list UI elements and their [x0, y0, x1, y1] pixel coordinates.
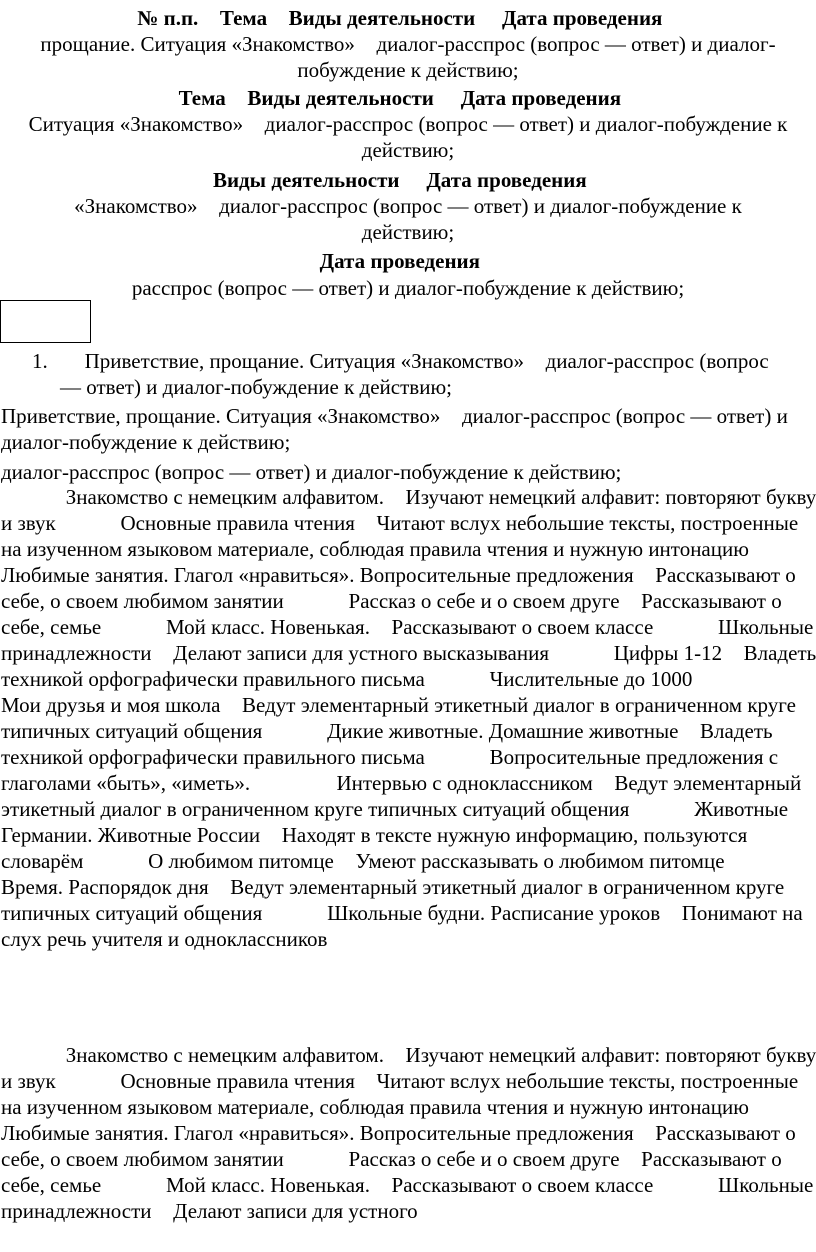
- paragraph-2: диалог-расспрос (вопрос — ответ) и диалог-побуждение к действию;: [1, 460, 622, 484]
- paragraph-1: Приветствие, прощание. Ситуация «Знакомство» диалог-расспрос (вопрос — ответ) и диалог-побуждение к действию;: [1, 404, 772, 454]
- text-block-1: Знакомство с немецким алфавитом. Изучают немецкий алфавит: повторяют букву и звук Основные правила чтения Читают вслух небольшие тексты, построенные на изученном языковом материале, соблюдая правила чтения и нужную интонацию Любимые занятия. Глагол «нравиться». Вопросительные предложения Рассказывают о себе, о своем любимом занятии Рассказ о себе и о своем друге Рассказывают о себе, семье Мой класс. Новенькая. Рассказывают о своем классе Школьные принадлежности Делают записи для устного высказывания Цифры 1-12 Владеть техникой орфографически правильного письма Числительные до 1000 Мои друзья и моя школа Ведут элементарный этикетный диалог в ограниченном круге типичных ситуаций общения Дикие животные. Домашние животные Владеть техникой орфографически правильного письма Вопросительные предложения с глаголами «быть», «иметь». Интервью с одноклассником Ведут элементарный этикетный диалог в ограниченном круге типичных ситуаций общения Животные Германии. Животные России Находят в тексте нужную информацию, пользуются словарём О любимом питомце Умеют рассказывать о любимом питомце Время. Распорядок дня Ведут элементарный этикетный диалог в ограниченном круге типичных ситуаций общения Школьные будни. Расписание уроков Понимают на слух речь учителя и одноклассников: [1, 485, 800, 925]
- section-text-2: Ситуация «Знакомство» диалог-расспрос (вопрос — ответ) и диалог-побуждение к действию;: [36, 112, 780, 162]
- section-header-1: № п.п. Тема Виды деятельности Дата проведения: [172, 6, 644, 30]
- numbered-list-item: [0, 348, 780, 400]
- text-block-2: Знакомство с немецким алфавитом. Изучают немецкий алфавит: повторяют букву и звук Основные правила чтения Читают вслух небольшие тексты, построенные на изученном языковом материале, соблюдая правила чтения и нужную интонацию Любимые занятия. Глагол «нравиться». Вопросительные предложения Рассказывают о себе, о своем любимом занятии Рассказ о себе и о своем друге Рассказывают о себе, семье Мой класс. Новенькая. Рассказывают о своем классе Школьные принадлежности Делают записи для устного: [1, 1043, 800, 1223]
- list-number: 1.: [32, 349, 48, 373]
- list-text: Приветствие, прощание. Ситуация «Знакомство» диалог-расспрос (вопрос — ответ) и диалог-побуждение к действию;: [60, 349, 758, 399]
- section-header-2: Тема Виды деятельности Дата проведения: [205, 86, 611, 110]
- section-text-3: «Знакомство» диалог-расспрос (вопрос — ответ) и диалог-побуждение к действию;: [82, 194, 734, 244]
- section-text-4: расспрос (вопрос — ответ) и диалог-побуждение к действию;: [131, 276, 685, 300]
- section-header-4: Дата проведения: [327, 249, 489, 273]
- empty-box: [0, 300, 91, 343]
- section-header-3: Виды деятельности Дата проведения: [231, 168, 585, 192]
- section-text-1: прощание. Ситуация «Знакомство» диалог-расспрос (вопрос — ответ) и диалог-побуждение к действию;: [48, 32, 768, 82]
